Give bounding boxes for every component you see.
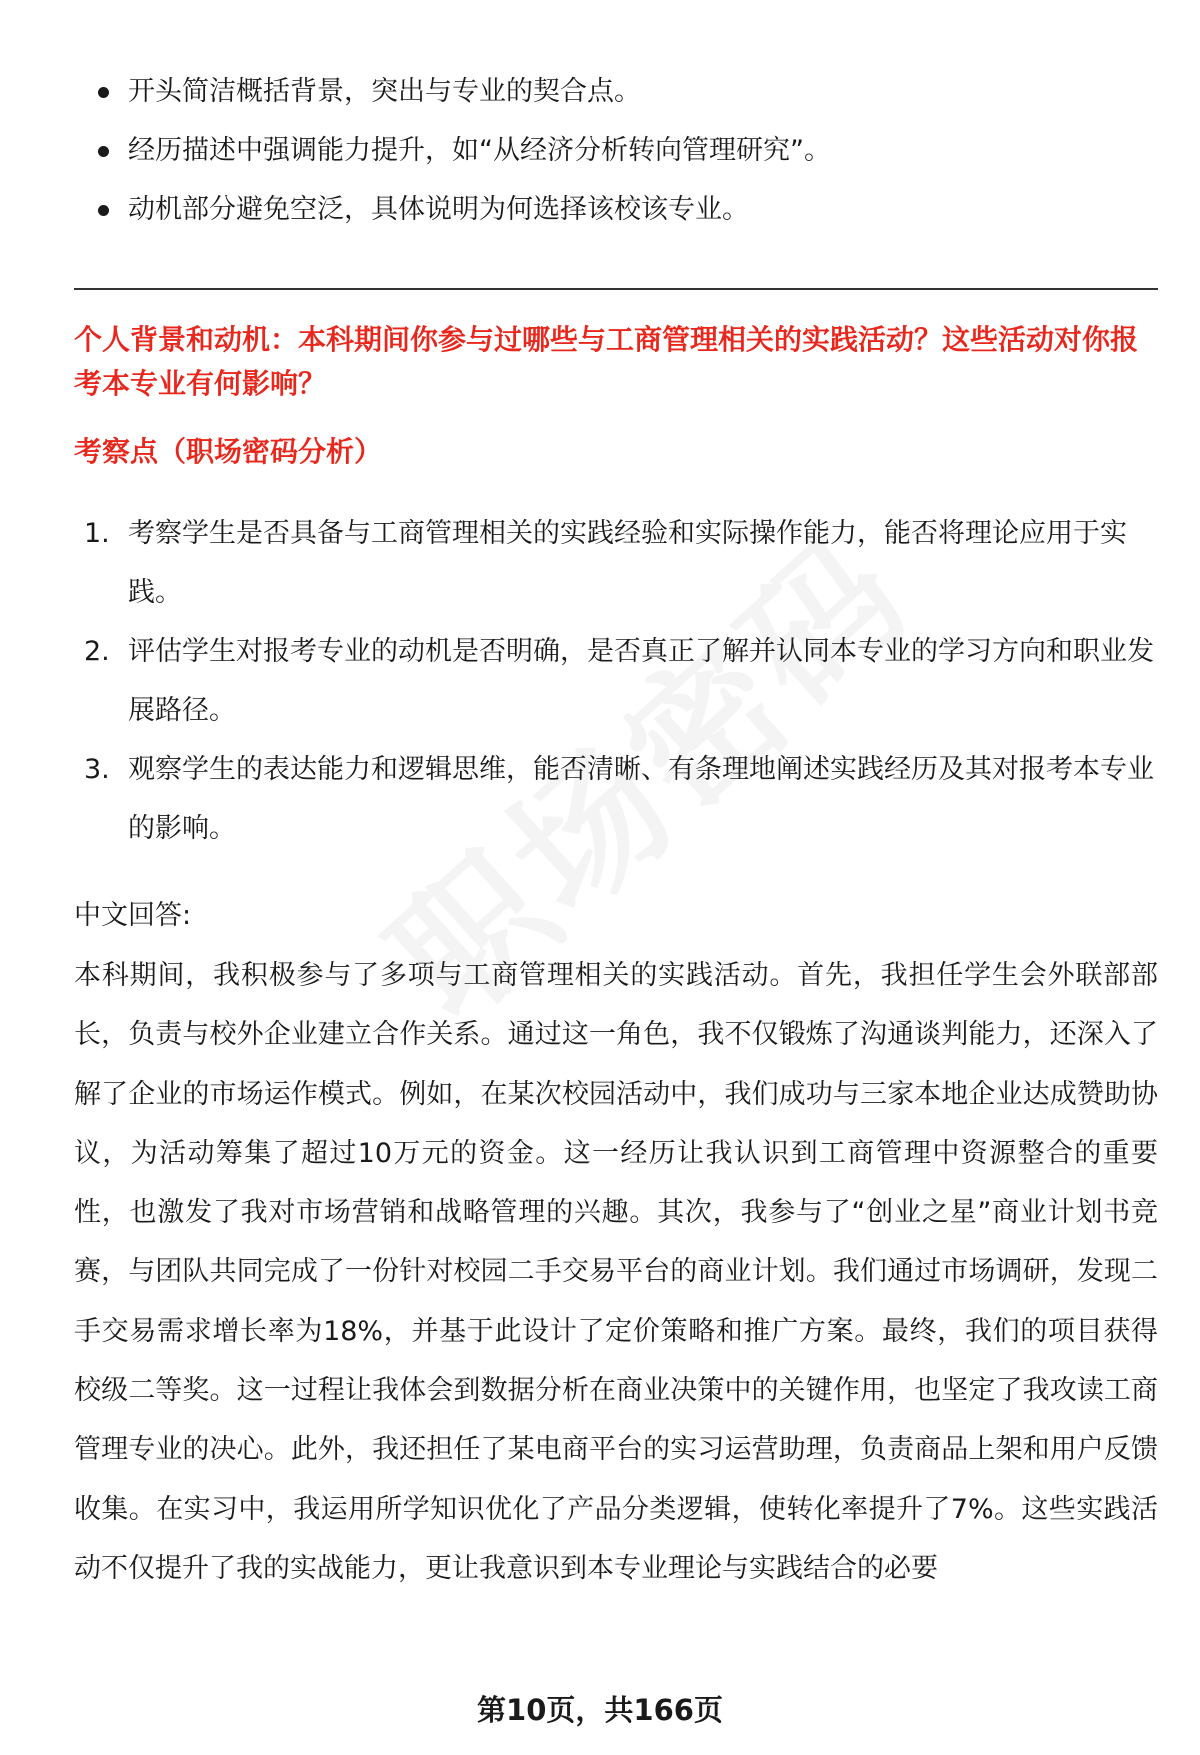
item-text: 评估学生对报考专业的动机是否明确，是否真正了解并认同本专业的学习方向和职业发展路径。	[128, 636, 1154, 726]
list-item	[74, 740, 1158, 858]
bullet-icon	[98, 205, 109, 216]
list-item	[98, 180, 1148, 239]
bullet-icon	[98, 146, 109, 157]
section-divider	[74, 288, 1158, 290]
tip-text: 经历描述中强调能力提升，如“从经济分析转向管理研究”。	[128, 135, 831, 166]
tips-list	[98, 62, 1148, 239]
tip-text: 开头简洁概括背景，突出与专业的契合点。	[128, 76, 641, 107]
list-item	[74, 622, 1158, 740]
item-number: 2.	[84, 636, 110, 667]
item-text: 观察学生的表达能力和逻辑思维，能否清晰、有条理地阐述实践经历及其对报考本专业的影响。	[128, 754, 1154, 844]
tip-text: 动机部分避免空泛，具体说明为何选择该校该专业。	[128, 194, 749, 225]
list-item	[98, 121, 1148, 180]
question-heading: 个人背景和动机：本科期间你参与过哪些与工商管理相关的实践活动？这些活动对你报考本专业有何影响？	[74, 323, 1139, 400]
list-item	[98, 62, 1148, 121]
assessment-heading: 考察点（职场密码分析）	[74, 435, 383, 468]
answer-body: 本科期间，我积极参与了多项与工商管理相关的实践活动。首先，我担任学生会外联部部长，负责与校外企业建立合作关系。通过这一角色，我不仅锻炼了沟通谈判能力，还深入了解了企业的市场运作模式。例如，在某次校园活动中，我们成功与三家本地企业达成赞助协议，为活动筹集了超过10万元的资金。这一经历让我认识到工商管理中资源整合的重要性，也激发了我对市场营销和战略管理的兴趣。其次，我参与了“创业之星”商业计划书竞赛，与团队共同完成了一份针对校园二手交易平台的商业计划。我们通过市场调研，发现二手交易需求增长率为18%，并基于此设计了定价策略和推广方案。最终，我们的项目获得校级二等奖。这一过程让我体会到数据分析在商业决策中的关键作用，也坚定了我攻读工商管理专业的决心。此外，我还担任了某电商平台的实习运营助理，负责商品上架和用户反馈收集。在实习中，我运用所学知识优化了产品分类逻辑，使转化率提升了7%。这些实践活动不仅提升了我的实战能力，更让我意识到本专业理论与实践结合的必要	[74, 960, 1158, 1584]
bullet-icon	[98, 87, 109, 98]
page-number: 第10页，共166页	[477, 1693, 723, 1727]
item-number: 1.	[84, 518, 110, 549]
item-number: 3.	[84, 754, 110, 785]
item-text: 考察学生是否具备与工商管理相关的实践经验和实际操作能力，能否将理论应用于实践。	[128, 518, 1127, 608]
assessment-list	[74, 504, 1158, 858]
list-item	[74, 504, 1158, 622]
answer-label: 中文回答:	[74, 900, 192, 931]
